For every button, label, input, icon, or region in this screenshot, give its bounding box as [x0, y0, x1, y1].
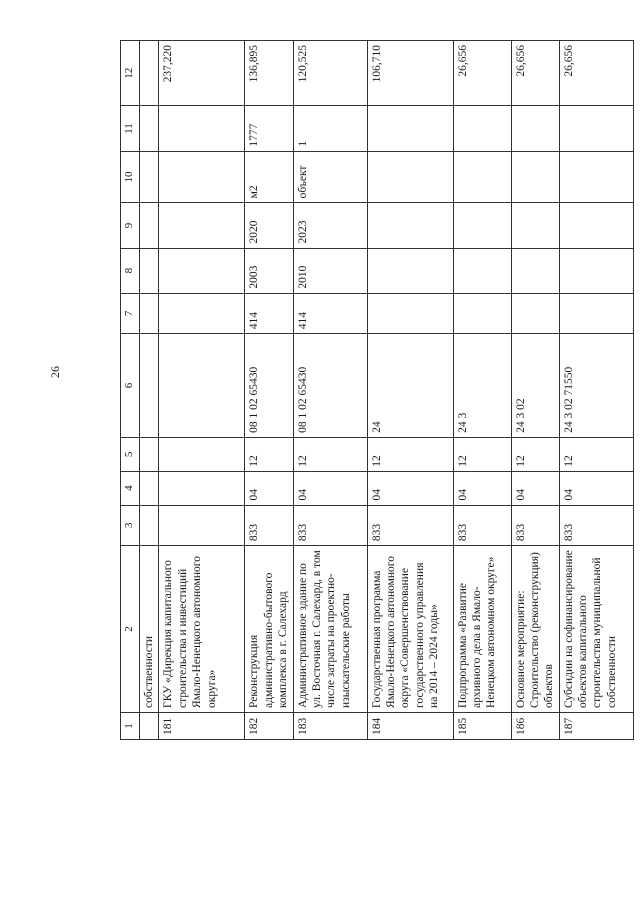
budget-table [120, 40, 634, 740]
row-name: Государственная программа Ямало-Ненецкого автономного округа «Совершенствование государственного управления на 2014 – 2024 годы» [367, 546, 453, 713]
row-number: 187 [559, 712, 633, 739]
col-header-7: 7 [121, 293, 140, 334]
amount: 26,656 [453, 41, 511, 106]
row-number: 182 [245, 712, 293, 739]
row-number: 184 [367, 712, 453, 739]
col-header-1: 1 [121, 712, 140, 739]
table-row: 183 Административное здание по ул. Восточная г. Салехард, в том числе затраты на проектно-изыскательские работы 833 04 12 08 1 02 65430 414 2010 2023 объект 1 120,525 [293, 41, 367, 740]
table-row: 187 Субсидии на софинансирование объектов капитального строительства муниципальной собственности 833 04 12 24 3 02 71550 26,656 [559, 41, 633, 740]
col-header-4: 4 [121, 471, 140, 505]
row-name: Субсидии на софинансирование объектов капитального строительства муниципальной собственности [559, 546, 633, 713]
col-header-6: 6 [121, 334, 140, 438]
row-number: 181 [159, 712, 245, 739]
row-name: Подпрограмма «Развитие архивного дела в Ямало-Ненецком автономном округе» [453, 546, 511, 713]
amount: 26,656 [511, 41, 559, 106]
continuation-text: собственности [140, 546, 159, 713]
amount: 136,895 [245, 41, 293, 106]
row-number: 185 [453, 712, 511, 739]
table-row: 185 Подпрограмма «Развитие архивного дела в Ямало-Ненецком автономном округе» 833 04 12 24 3 26,656 [453, 41, 511, 740]
row-name: Реконструкция административно-бытового комплекса в г. Салехард [245, 546, 293, 713]
col-header-9: 9 [121, 203, 140, 248]
row-number: 183 [293, 712, 367, 739]
header-row [121, 41, 140, 740]
table-row [159, 41, 245, 740]
amount: 26,656 [559, 41, 633, 106]
table-row: 184 Государственная программа Ямало-Ненецкого автономного округа «Совершенствование государственного управления на 2014 – 2024 годы» 833 04 12 24 106,710 [367, 41, 453, 740]
col-header-5: 5 [121, 437, 140, 471]
col-header-8: 8 [121, 248, 140, 293]
row-name: Основное мероприятие: Строительство (реконструкция) объектов [511, 546, 559, 713]
col-header-2: 2 [121, 546, 140, 713]
row-number: 186 [511, 712, 559, 739]
table-row: 186 Основное мероприятие: Строительство (реконструкция) объектов 833 04 12 24 3 02 26,656 [511, 41, 559, 740]
col-header-12: 12 [121, 41, 140, 106]
page-number: 26 [48, 366, 62, 378]
row-name: Административное здание по ул. Восточная г. Салехард, в том числе затраты на проектно-изыскательские работы [293, 546, 367, 713]
rotated-table-wrapper [120, 40, 618, 740]
amount: 106,710 [367, 41, 453, 106]
row-name: ГКУ «Дирекция капитального строительства и инвестиций Ямало-Ненецкого автономного округа» [159, 546, 245, 713]
table-row: 182 Реконструкция административно-бытового комплекса в г. Салехард 833 04 12 08 1 02 65430 414 2003 2020 м2 1777 136,895 [245, 41, 293, 740]
continuation-row [140, 41, 159, 740]
amount: 237,220 [159, 41, 245, 106]
col-header-10: 10 [121, 151, 140, 203]
col-header-11: 11 [121, 106, 140, 151]
amount: 120,525 [293, 41, 367, 106]
col-header-3: 3 [121, 505, 140, 546]
